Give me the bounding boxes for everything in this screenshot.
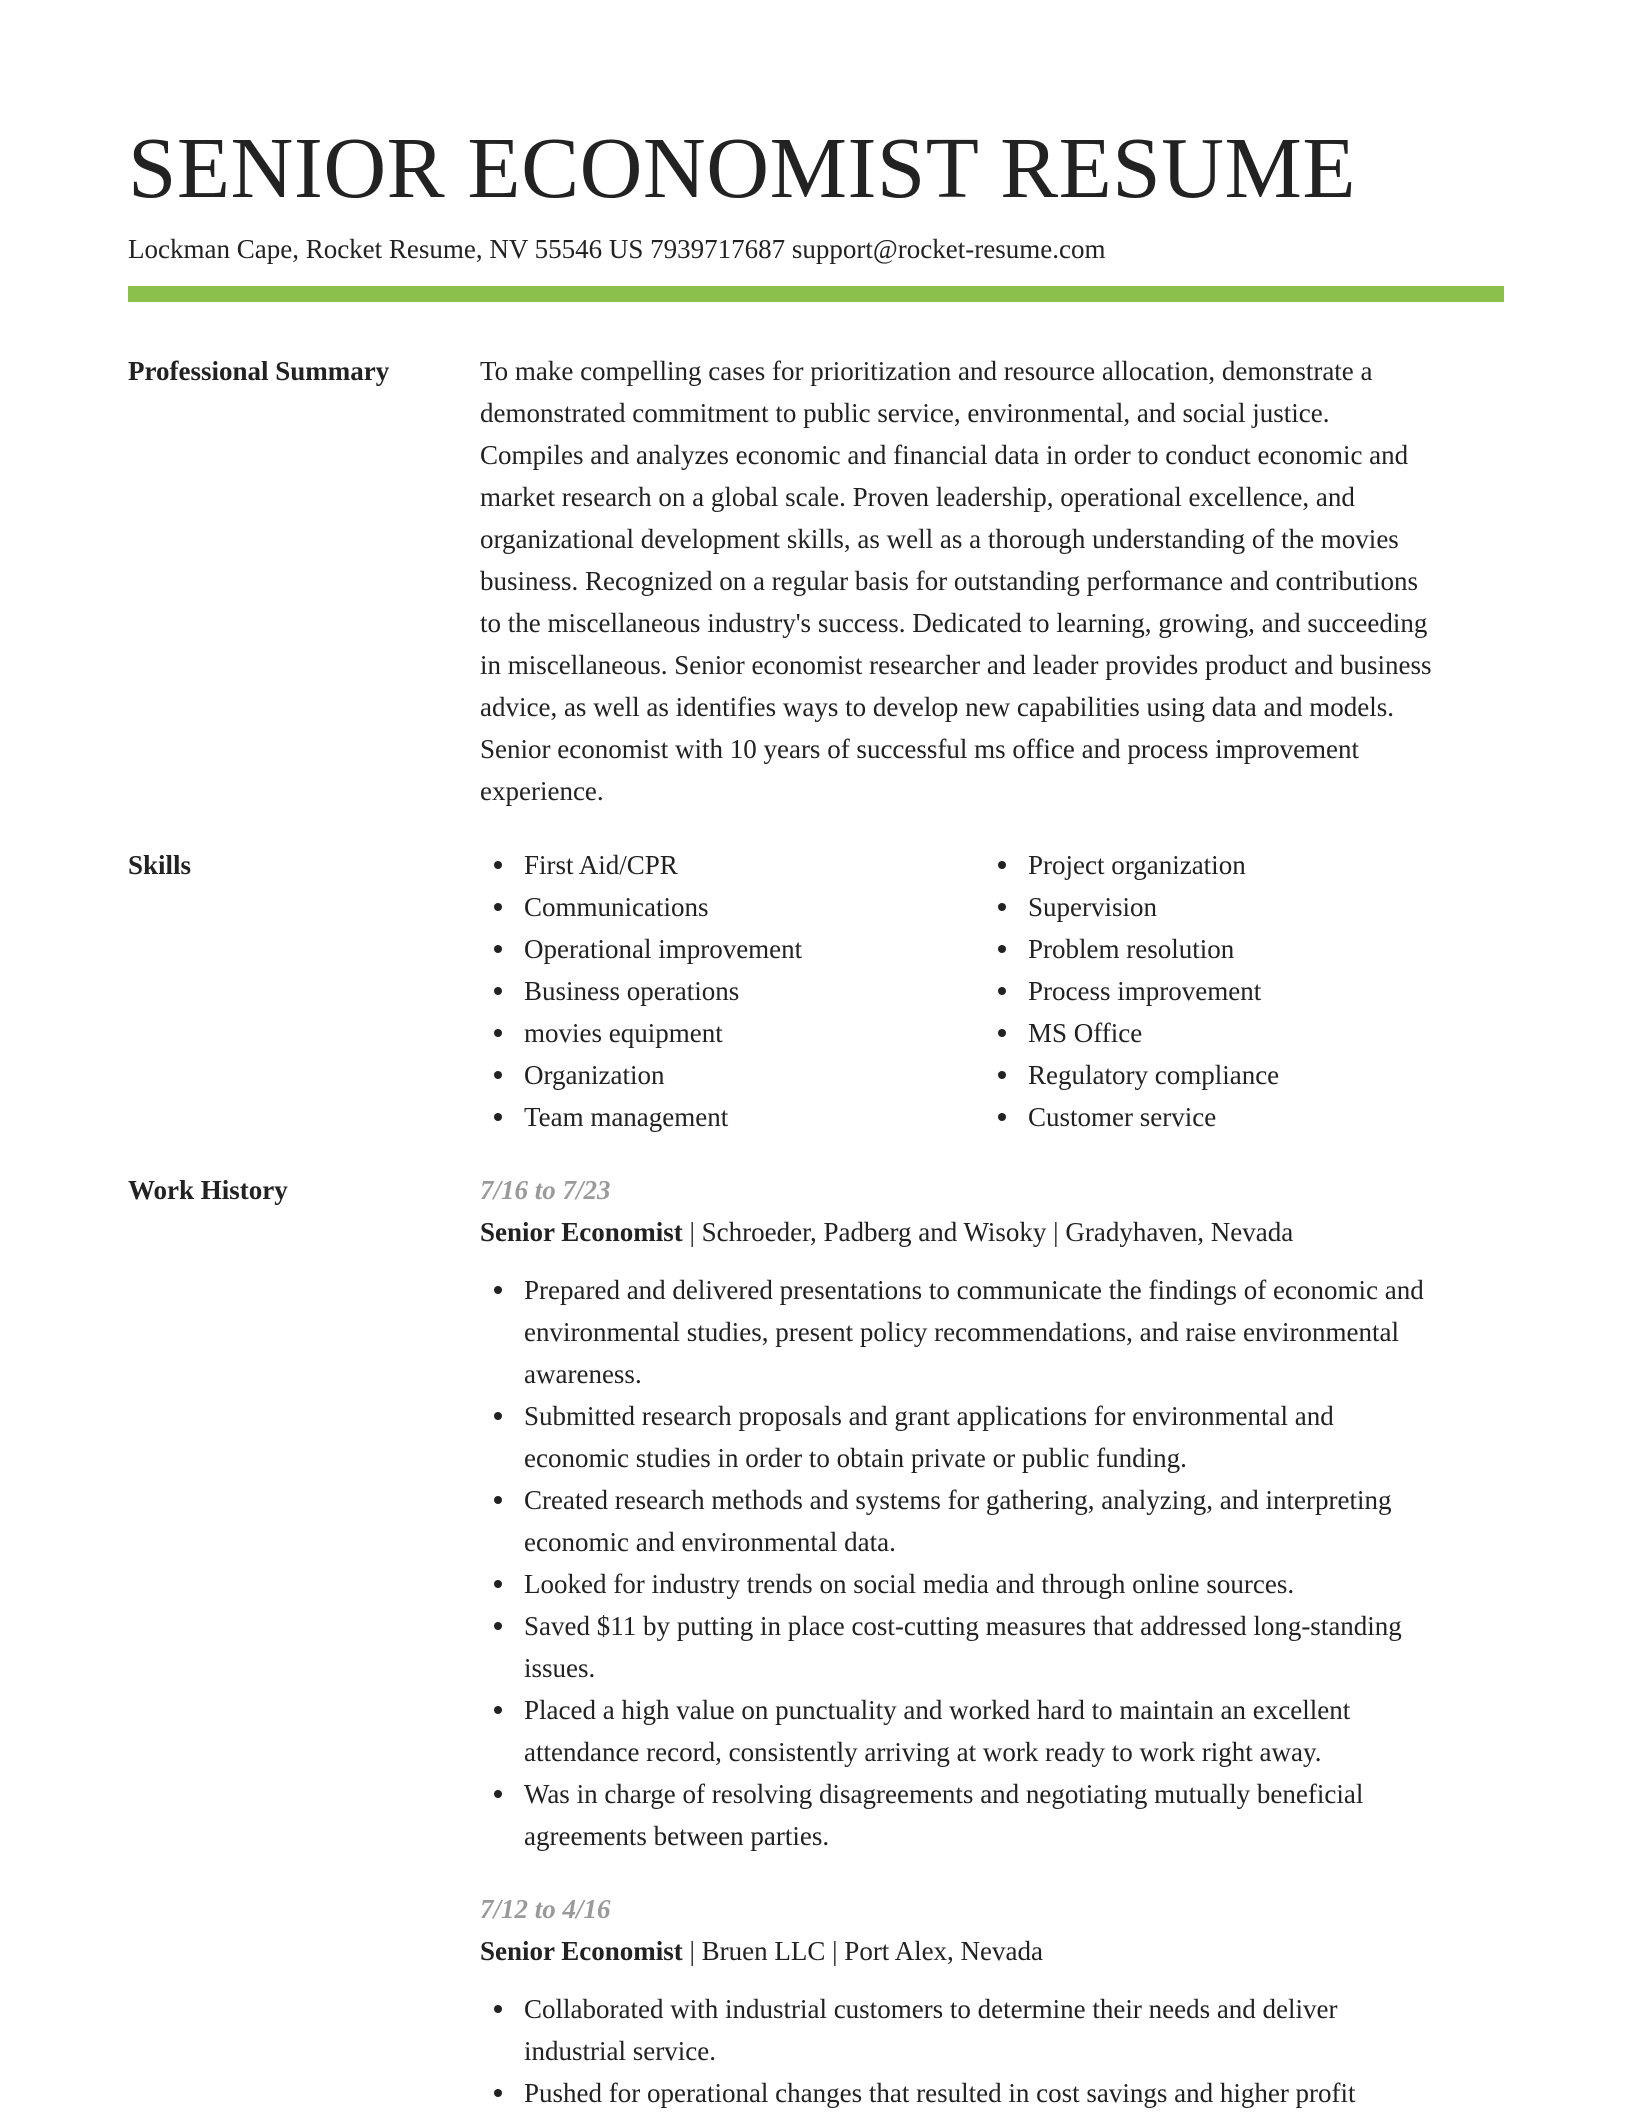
bullet-line: industrial service.: [524, 2036, 716, 2066]
bullet-line: Prepared and delivered presentations to communicate the findings of economic and: [524, 1275, 1424, 1305]
bullet-line: Collaborated with industrial customers to determine their needs and deliver: [524, 1994, 1338, 2024]
bullet-line: Created research methods and systems for gathering, analyzing, and interpreting: [524, 1485, 1392, 1515]
summary-line: To make compelling cases for prioritization and resource allocation, demonstrate a: [480, 356, 1373, 386]
bullet-line: Looked for industry trends on social media and through online sources.: [524, 1569, 1295, 1599]
skill-item: Process improvement: [984, 970, 1484, 1012]
summary-heading: Professional Summary: [128, 356, 390, 386]
job-entry: [480, 1169, 1504, 1857]
summary-line: Senior economist with 10 years of successful ms office and process improvement: [480, 734, 1360, 764]
job-dates: 7/16 to 7/23: [480, 1175, 611, 1205]
job-details: | Bruen LLC | Port Alex, Nevada: [682, 1936, 1044, 1966]
bullet-line: economic studies in order to obtain private or public funding.: [524, 1443, 1187, 1473]
skills-heading: Skills: [128, 850, 192, 880]
skill-item: Communications: [480, 886, 980, 928]
summary-line: advice, as well as identifies ways to develop new capabilities using data and models.: [480, 692, 1394, 722]
skill-item: Problem resolution: [984, 928, 1484, 970]
job-bullet: [480, 1479, 1504, 1563]
bullet-line: environmental studies, present policy recommendations, and raise environmental: [524, 1317, 1399, 1347]
bullet-line: Submitted research proposals and grant applications for environmental and: [524, 1401, 1334, 1431]
job-bullet: [480, 1269, 1504, 1395]
summary-line: experience.: [480, 776, 604, 806]
job-bullet: [480, 1988, 1504, 2072]
contact-line: Lockman Cape, Rocket Resume, NV 55546 US 7939717687 support@rocket-resume.com: [128, 234, 1106, 264]
skill-item: Supervision: [984, 886, 1484, 928]
summary-body: [480, 350, 1504, 812]
job-bullet-list: [480, 1269, 1504, 1857]
summary-text: [480, 350, 1504, 812]
summary-line: demonstrated commitment to public service, environmental, and social justice.: [480, 398, 1330, 428]
job-dates: 7/12 to 4/16: [480, 1894, 611, 1924]
job-bullet: [480, 1395, 1504, 1479]
skill-item: Organization: [480, 1054, 980, 1096]
skills-list-left: [480, 844, 980, 1138]
summary-line: market research on a global scale. Proven leadership, operational excellence, and: [480, 482, 1355, 512]
work-history-heading: Work History: [128, 1175, 288, 1205]
summary-line: business. Recognized on a regular basis for outstanding performance and contributions: [480, 566, 1418, 596]
bullet-line: attendance record, consistently arriving at work ready to work right away.: [524, 1737, 1322, 1767]
bullet-line: economic and environmental data.: [524, 1527, 896, 1557]
skills-list-right: [984, 844, 1484, 1138]
job-title-line: [480, 1930, 1504, 1972]
resume-title: SENIOR ECONOMIST RESUME: [128, 119, 1357, 216]
bullet-line: Was in charge of resolving disagreements and negotiating mutually beneficial: [524, 1779, 1364, 1809]
bullet-line: issues.: [524, 1653, 596, 1683]
job-bullet: [480, 1689, 1504, 1773]
job-bullet: [480, 1605, 1504, 1689]
bullet-line: Pushed for operational changes that resulted in cost savings and higher profit: [524, 2078, 1356, 2108]
skills-body: [480, 844, 1504, 1138]
job-bullet-list: [480, 1988, 1504, 2114]
bullet-line: Saved $11 by putting in place cost-cutting measures that addressed long-standing: [524, 1611, 1402, 1641]
bullet-line: awareness.: [524, 1359, 642, 1389]
job-role: Senior Economist: [480, 1936, 683, 1966]
summary-line: Compiles and analyzes economic and financial data in order to conduct economic and: [480, 440, 1409, 470]
skill-item: movies equipment: [480, 1012, 980, 1054]
skill-item: First Aid/CPR: [480, 844, 980, 886]
bullet-line: agreements between parties.: [524, 1821, 830, 1851]
skill-item: Business operations: [480, 970, 980, 1012]
skill-item: Customer service: [984, 1096, 1484, 1138]
skill-item: Regulatory compliance: [984, 1054, 1484, 1096]
job-bullet: [480, 1773, 1504, 1857]
skill-item: Operational improvement: [480, 928, 980, 970]
job-details: | Schroeder, Padberg and Wisoky | Gradyhaven, Nevada: [682, 1217, 1294, 1247]
header-divider: [128, 286, 1504, 302]
skill-item: MS Office: [984, 1012, 1484, 1054]
summary-line: organizational development skills, as well as a thorough understanding of the movies: [480, 524, 1399, 554]
job-role: Senior Economist: [480, 1217, 683, 1247]
bullet-line: Placed a high value on punctuality and worked hard to maintain an excellent: [524, 1695, 1351, 1725]
job-bullet: [480, 2072, 1504, 2114]
skill-item: Project organization: [984, 844, 1484, 886]
skill-item: Team management: [480, 1096, 980, 1138]
summary-line: in miscellaneous. Senior economist researcher and leader provides product and business: [480, 650, 1432, 680]
job-bullet: [480, 1563, 1504, 1605]
job-title-line: [480, 1211, 1504, 1253]
job-entry: [480, 1888, 1504, 2114]
summary-line: to the miscellaneous industry's success. Dedicated to learning, growing, and succeeding: [480, 608, 1428, 638]
